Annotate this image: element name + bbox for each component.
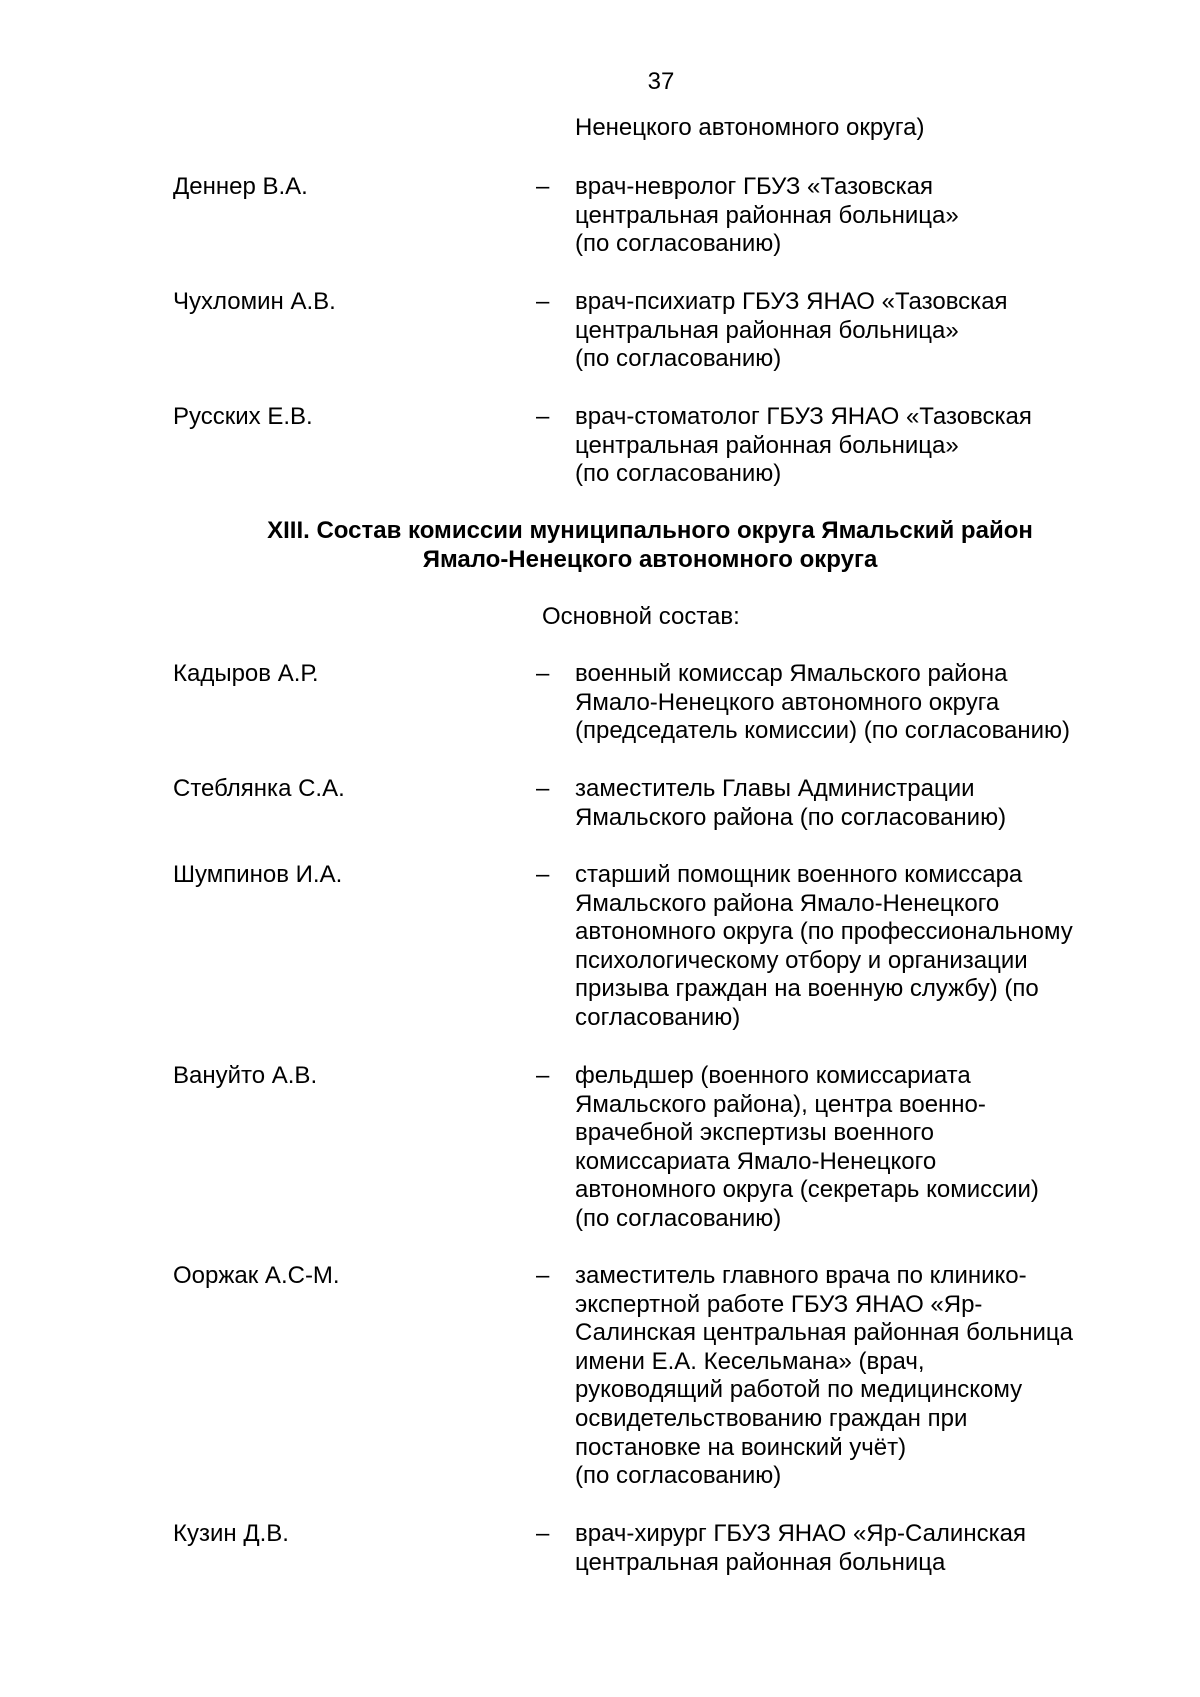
dash-separator: – [536, 660, 550, 687]
role-line: военный комиссар Ямальского района [575, 660, 1008, 687]
role-line: экспертной работе ГБУЗ ЯНАО «Яр- [575, 1290, 983, 1318]
role-line: центральная районная больница» [575, 201, 959, 229]
member-name: Русских Е.В. [173, 403, 313, 430]
role-line: центральная районная больница [575, 1548, 946, 1576]
dash-separator: – [536, 1062, 550, 1089]
member-name: Шумпинов И.А. [173, 861, 343, 888]
member-name: Ооржак А.С-М. [173, 1262, 340, 1289]
role-line: фельдшер (военного комиссариата [575, 1062, 971, 1089]
role-line: (по согласованию) [575, 230, 782, 258]
role-line: призыва граждан на военную службу) (по [575, 975, 1039, 1003]
role-line: психологическому отбору и организации [575, 946, 1028, 974]
role-line: врач-невролог ГБУЗ «Тазовская [575, 173, 933, 200]
member-role [575, 775, 1155, 832]
role-line: старший помощник военного комиссара [575, 861, 1023, 888]
role-line: центральная районная больница» [575, 431, 959, 459]
role-line: врач-стоматолог ГБУЗ ЯНАО «Тазовская [575, 403, 1032, 430]
dash-separator: – [536, 775, 550, 802]
member-name: Стеблянка С.А. [173, 775, 345, 802]
role-line: постановке на воинский учёт) [575, 1433, 907, 1461]
dash-separator: – [536, 1262, 550, 1289]
dash-separator: – [536, 1520, 550, 1547]
role-line: врач-психиатр ГБУЗ ЯНАО «Тазовская [575, 288, 1008, 315]
member-role [575, 173, 1155, 259]
section-title-line: XIII. Состав комиссии муниципального округа Ямальский район [267, 517, 1033, 544]
role-line: заместитель Главы Администрации [575, 775, 975, 802]
member-name: Чухломин А.В. [173, 288, 336, 315]
dash-separator: – [536, 173, 550, 200]
dash-separator: – [536, 403, 550, 430]
role-line: (по согласованию) [575, 345, 782, 373]
member-name: Кузин Д.В. [173, 1520, 289, 1547]
member-name: Вануйто А.В. [173, 1062, 318, 1089]
role-line: комиссариата Ямало-Ненецкого [575, 1147, 937, 1175]
member-role [575, 288, 1155, 374]
role-line: автономного округа (секретарь комиссии) [575, 1176, 1039, 1204]
role-line: согласованию) [575, 1003, 741, 1031]
role-line: имени Е.А. Кесельмана» (врач, [575, 1347, 925, 1375]
dash-separator: – [536, 861, 550, 888]
member-role [575, 403, 1155, 489]
role-line: Ямальского района (по согласованию) [575, 803, 1007, 831]
role-line: заместитель главного врача по клинико- [575, 1262, 1027, 1289]
role-line: (председатель комиссии) (по согласованию) [575, 717, 1071, 745]
section-title [100, 517, 1200, 574]
section-subheading: Основной состав: [542, 603, 740, 630]
role-line: освидетельствованию граждан при [575, 1404, 968, 1432]
member-role [575, 660, 1155, 746]
member-role [575, 861, 1155, 1033]
continuation-line: Ненецкого автономного округа) [575, 114, 925, 141]
member-name: Кадыров А.Р. [173, 660, 319, 687]
section-title-line: Ямало-Ненецкого автономного округа [422, 545, 878, 573]
member-role [575, 1262, 1155, 1491]
role-line: Ямальского района), центра военно- [575, 1090, 986, 1118]
page-number: 37 [647, 68, 675, 95]
member-name: Деннер В.А. [173, 173, 308, 200]
role-line: центральная районная больница» [575, 316, 959, 344]
role-line: врачебной экспертизы военного [575, 1119, 935, 1147]
role-line: (по согласованию) [575, 1462, 782, 1490]
member-role [575, 1520, 1155, 1577]
role-line: автономного округа (по профессиональному [575, 918, 1073, 946]
role-line: (по согласованию) [575, 460, 782, 488]
role-line: Салинская центральная районная больница [575, 1319, 1073, 1347]
dash-separator: – [536, 288, 550, 315]
role-line: Ямало-Ненецкого автономного округа [575, 688, 1000, 716]
member-role [575, 1062, 1155, 1234]
role-line: (по согласованию) [575, 1204, 782, 1232]
role-line: Ямальского района Ямало-Ненецкого [575, 889, 1000, 917]
role-line: врач-хирург ГБУЗ ЯНАО «Яр-Салинская [575, 1520, 1026, 1547]
role-line: руководящий работой по медицинскому [575, 1376, 1023, 1404]
